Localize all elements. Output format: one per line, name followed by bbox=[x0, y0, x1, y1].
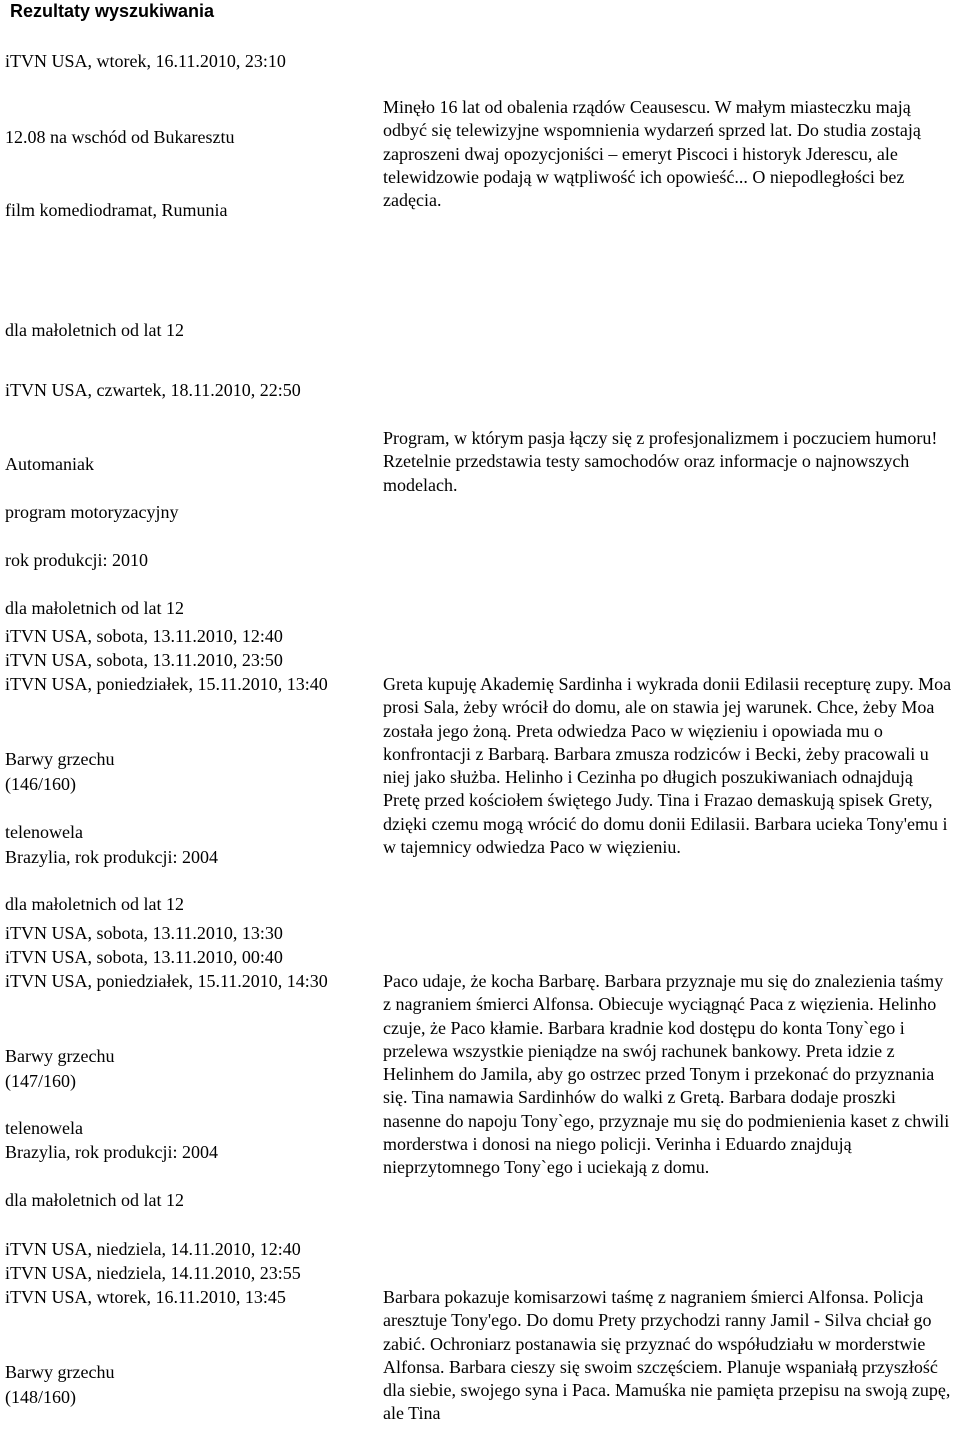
program-title: Barwy grzechu bbox=[5, 1046, 115, 1066]
production-info: Brazylia, rok produkcji: 2004 bbox=[5, 1142, 218, 1162]
broadcast-time: iTVN USA, sobota, 13.11.2010, 12:40 bbox=[5, 626, 283, 646]
broadcast-time: iTVN USA, poniedziałek, 15.11.2010, 14:30 bbox=[5, 971, 328, 991]
program-title: Barwy grzechu bbox=[5, 749, 115, 769]
program-genre: program motoryzacyjny bbox=[5, 502, 179, 522]
broadcast-time: iTVN USA, wtorek, 16.11.2010, 13:45 bbox=[5, 1287, 286, 1307]
program-description: Minęło 16 lat od obalenia rządów Ceausescu. W małym miasteczku mają odbyć się telewizyjne wspomnienia wydarzeń sprzed lat. Do studia zostają zaproszeni dwaj opozycjoniści – emeryt Piscoci i historyk Jderescu, ale telewidzowie podają w wątpliwość ich opowieść... O niepodległości bez zadęcia. bbox=[383, 97, 921, 211]
program-description: Program, w którym pasja łączy się z profesjonalizmem i poczuciem humoru! Rzetelnie przedstawia testy samochodów oraz informacje o najnowszych modelach. bbox=[383, 428, 938, 495]
program-title: Automaniak bbox=[5, 454, 94, 474]
program-description: Greta kupuję Akademię Sardinha i wykrada donii Edilasii recepturę zupy. Moa prosi Sala, żeby wrócił do domu, ale on stawia jej warunek. Chce, żeby Moa została jego żoną. Preta odwiedza Paco w więzieniu i opowiada mu o konfrontacji z Barbarą. Barbara zmusza rodziców i Becki, żeby pracowali u niej jako służba. Helinho i Cezinha po długich poszukiwaniach odnajdują Pretę przed kościołem świętego Judy. Tina i Frazao demaskują spisek Grety, dzięki czemu mogą wrócić do domu donii Edilasii. Barbara ucieka Tony'emu i w tajemnicy odwiedza Paco w więzieniu. bbox=[383, 674, 952, 858]
episode-number: (148/160) bbox=[5, 1387, 76, 1407]
age-rating: dla małoletnich od lat 12 bbox=[5, 1190, 184, 1210]
program-genre: telenowela bbox=[5, 1118, 83, 1138]
episode-number: (147/160) bbox=[5, 1071, 76, 1091]
program-description: Paco udaje, że kocha Barbarę. Barbara przyznaje mu się do znalezienia taśmy z nagraniem śmierci Alfonsa. Obiecuje wyciągnąć Paca z więzienia. Helinho czuje, że Paco kłamie. Barbara kradnie kod dostępu do konta Tony`ego i przelewa wszystkie pieniądze na swój rachunek bankowy. Preta idzie z Helinhem do Jamila, aby go ostrzec przed Tonym i przekonać do przyznania się. Tina namawia Sardinhów do walki z Gretą. Barbara dodaje proszki nasenne do napoju Tony`ego, przyznaje mu się do podmienienia kaset z chwili morderstwa i donosi na niego policji. Verinha i Eduardo znajdują nieprzytomnego Tony`ego i uciekają z domu. bbox=[383, 971, 950, 1178]
broadcast-time: iTVN USA, sobota, 13.11.2010, 23:50 bbox=[5, 650, 283, 670]
program-description: Barbara pokazuje komisarzowi taśmę z nagraniem śmierci Alfonsa. Policja aresztuje Tony'ego. Do domu Prety przychodzi ranny Jamil - Silva chciał go zabić. Ochroniarz postanawia się przyznać do współudziału w morderstwie Alfonsa. Barbara cieszy się swoim szczęściem. Planuje wspaniałą przyszłość dla siebie, swojego syna i Paca. Mamuśka nie pamięta przepisu na swoją zupę, ale Tina bbox=[383, 1287, 951, 1424]
age-rating: dla małoletnich od lat 12 bbox=[5, 894, 184, 914]
broadcast-time: iTVN USA, sobota, 13.11.2010, 00:40 bbox=[5, 947, 283, 967]
page-title: Rezultaty wyszukiwania bbox=[10, 1, 215, 21]
broadcast-time: iTVN USA, czwartek, 18.11.2010, 22:50 bbox=[5, 380, 301, 400]
program-genre: telenowela bbox=[5, 822, 83, 842]
program-title: 12.08 na wschód od Bukaresztu bbox=[5, 127, 235, 147]
broadcast-time: iTVN USA, wtorek, 16.11.2010, 23:10 bbox=[5, 51, 286, 71]
production-info: Brazylia, rok produkcji: 2004 bbox=[5, 847, 218, 867]
broadcast-time: iTVN USA, poniedziałek, 15.11.2010, 13:40 bbox=[5, 674, 328, 694]
program-genre: film komediodramat, Rumunia bbox=[5, 200, 228, 220]
age-rating: dla małoletnich od lat 12 bbox=[5, 598, 184, 618]
broadcast-time: iTVN USA, niedziela, 14.11.2010, 12:40 bbox=[5, 1239, 301, 1259]
production-info: rok produkcji: 2010 bbox=[5, 550, 148, 570]
episode-number: (146/160) bbox=[5, 774, 76, 794]
age-rating: dla małoletnich od lat 12 bbox=[5, 320, 184, 340]
broadcast-time: iTVN USA, niedziela, 14.11.2010, 23:55 bbox=[5, 1263, 301, 1283]
broadcast-time: iTVN USA, sobota, 13.11.2010, 13:30 bbox=[5, 923, 283, 943]
program-title: Barwy grzechu bbox=[5, 1362, 115, 1382]
